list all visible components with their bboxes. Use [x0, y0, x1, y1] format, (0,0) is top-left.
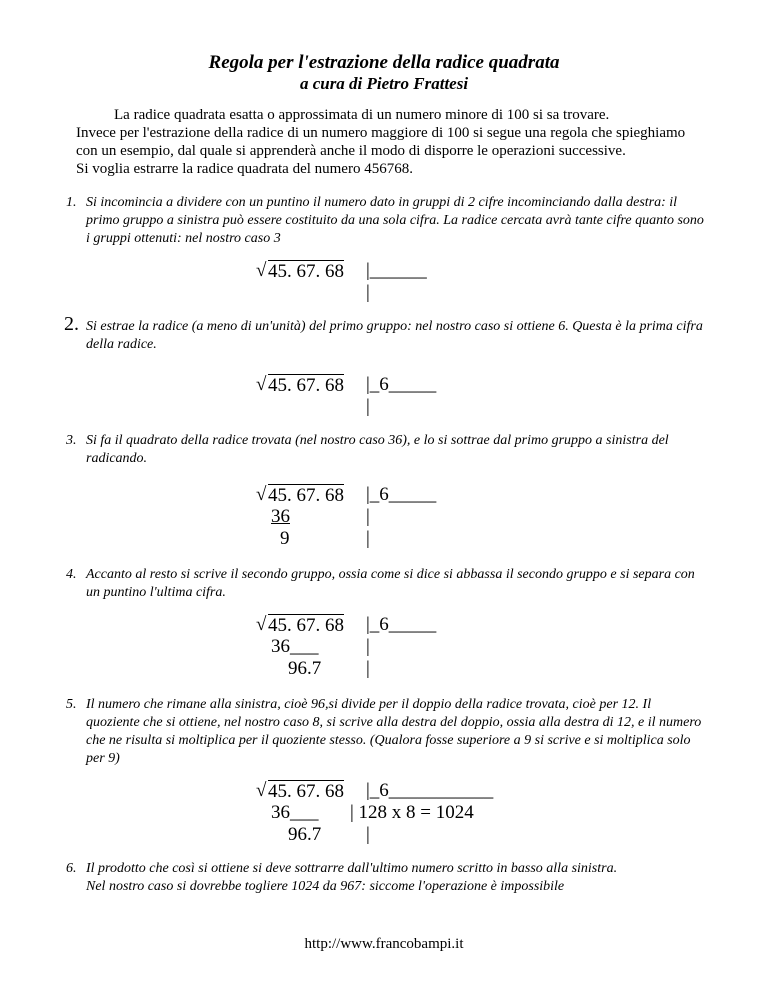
result-bar: |_6_____	[366, 614, 437, 635]
radicand: 45. 67. 68	[268, 375, 344, 396]
radical-sign: √	[256, 614, 267, 635]
separator-bar: |	[366, 528, 370, 549]
step-text-continued: Nel nostro caso si dovrebbe togliere 1024 da 967: siccome l'operazione è impossibile	[86, 879, 565, 894]
step-5	[66, 696, 706, 768]
page-title: Regola per l'estrazione della radice quadrata	[208, 52, 560, 73]
radicand: 45. 67. 68	[268, 781, 344, 802]
step-number: 5.	[66, 697, 77, 712]
step-4	[66, 566, 706, 602]
radicand: 45. 67. 68	[268, 261, 344, 282]
radical-sign: √	[256, 374, 267, 395]
step-6	[66, 860, 706, 896]
footer-url: http://www.francobampi.it	[304, 936, 464, 952]
result-bar: |______	[366, 260, 427, 281]
step-3	[66, 432, 706, 468]
product-line: | 128 x 8 = 1024	[350, 802, 474, 823]
step-number: 2.	[64, 313, 79, 335]
step-text: Si estrae la radice (a meno di un'unità) del primo gruppo: nel nostro caso si ottiene 6. Questa è la prima cifra della radice.	[86, 319, 703, 352]
separator-bar: |	[366, 636, 370, 657]
radical-sign: √	[256, 780, 267, 801]
intro-line: La radice quadrata esatta o approssimata di un numero minore di 100 si sa trovare.	[114, 107, 610, 123]
separator-bar: |	[366, 658, 370, 679]
result-bar: |_6_____	[366, 374, 437, 395]
step-number: 3.	[66, 433, 77, 448]
step-2	[64, 313, 706, 354]
result-bar: |_6_____	[366, 484, 437, 505]
radicand: 45. 67. 68	[268, 485, 344, 506]
result-bar: |_6___________	[366, 780, 494, 801]
step-1	[66, 194, 706, 248]
subtrahend: 36	[271, 506, 290, 527]
intro-line: Si voglia estrarre la radice quadrata del numero 456768.	[76, 161, 413, 177]
intro-line: con un esempio, dal quale si apprenderà anche il modo di disporre le operazioni successive.	[76, 143, 626, 159]
step-text: Il prodotto che così si ottiene si deve sottrarre dall'ultimo numero scritto in basso alla sinistra.	[86, 861, 618, 876]
step-text: Si incomincia a dividere con un puntino il numero dato in gruppi di 2 cifre incominciando dalla destra: il primo gruppo a sinistra può essere costituito da una sola cifra. La radice cercata avrà tante cifre quanto sono i gruppi ottenuti: nel nostro caso 3	[86, 195, 704, 246]
radicand: 45. 67. 68	[268, 615, 344, 636]
step-text: Si fa il quadrato della radice trovata (nel nostro caso 36), e lo si sottrae dal primo gruppo a sinistra del radicando.	[86, 433, 669, 466]
separator-bar: |	[366, 506, 370, 527]
remainder: 96.7	[288, 658, 322, 679]
remainder: 9	[280, 528, 290, 549]
separator-bar: |	[366, 824, 370, 845]
separator-bar: |	[366, 282, 370, 303]
step-number: 4.	[66, 567, 77, 582]
intro-line: Invece per l'estrazione della radice di un numero maggiore di 100 si segue una regola che spieghiamo	[76, 125, 686, 141]
radical-sign: √	[256, 484, 267, 505]
radical-sign: √	[256, 260, 267, 281]
page-subtitle: a cura di Pietro Frattesi	[299, 74, 469, 93]
step-text: Il numero che rimane alla sinistra, cioè 96,si divide per il doppio della radice trovata, cioè per 12. Il quoziente che si ottiene, nel nostro caso 8, si scrive alla destra del doppio, ossia alla destra di 12, e il numero che ne risulta si moltiplica per il quoziente stesso. (Qualora fosse superiore a 9 si scrive e si moltiplica solo per 9)	[86, 697, 702, 766]
step-number: 1.	[66, 195, 77, 210]
subtrahend: 36___	[271, 636, 319, 657]
step-text: Accanto al resto si scrive il secondo gruppo, ossia come si dice si abbassa il secondo gruppo e si separa con un puntino l'ultima cifra.	[86, 567, 695, 600]
separator-bar: |	[366, 396, 370, 417]
step-number: 6.	[66, 861, 77, 876]
remainder: 96.7	[288, 824, 322, 845]
subtrahend: 36___	[271, 802, 319, 823]
